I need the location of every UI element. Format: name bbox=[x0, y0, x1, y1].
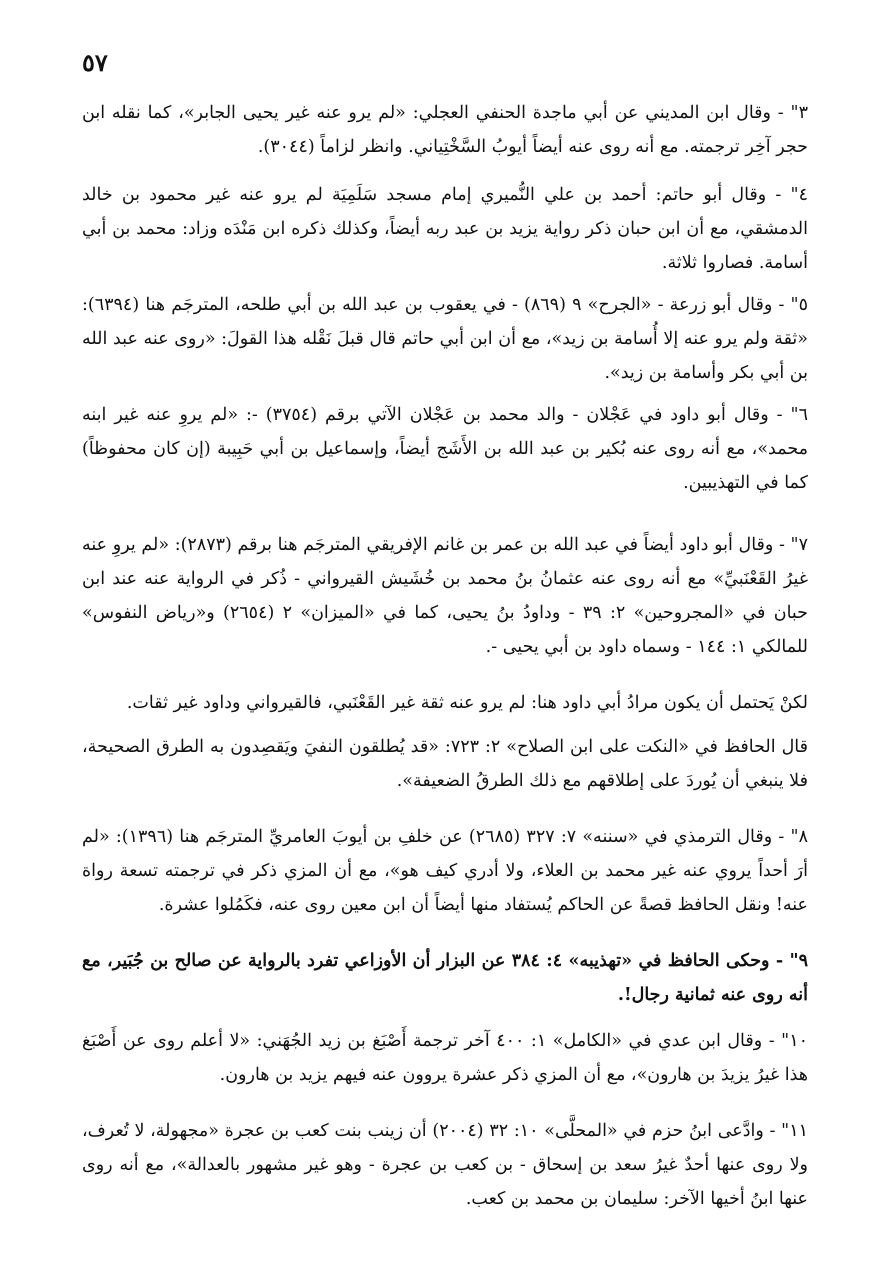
paragraph-5: ٥" - وقال أبو زرعة - «الجرح» ٩ (٨٦٩) - في يعقوب بن عبد الله بن أبي طلحه، المترجَم هنا (٦٣٩٤): «ثقة ولم يرو عنه إلا أُسامة بن زيد»، مع أن ابن أبي حاتم قال قبلَ نَقْله هذا القولَ: «روى عنه عبد الله بن أبي بكر وأسامة بن زيد». bbox=[82, 295, 808, 383]
paragraph-11: ١١" - وادَّعى ابنُ حزم في «المحلَّى» ١٠: ٣٢ (٢٠٠٤) أن زينب بنت كعب بن عجرة «مجهولة، لا تُعرف، ولا روى عنها أحدٌ غيرُ سعد بن إسحاق - بن كعب بن عجرة - وهو غير مشهور بالعدالة»، مع أنه روى عنها ابنُ أخيها الآخر: سليمان بن محمد بن كعب. bbox=[82, 1121, 809, 1209]
paragraph-hafiz-quote: قال الحافظ في «النكت على ابن الصلاح» ٢: ٧٢٣: «قد يُطلقون النفيَ ويَقصِدون به الطرق الصحيحة، فلا ينبغي أن يُوردَ على إطلاقهم مع ذلك الطرقُ الضعيفة». bbox=[82, 737, 809, 791]
paragraph-3: ٣" - وقال ابن المديني عن أبي ماجدة الحنفي العجلي: «لم يرو عنه غير يحيى الجابر»، كما نقله ابن حجر آخِر ترجمته. مع أنه روى عنه أيضاً أيوبُ السَّخْتِياني. وانظر لزاماً (٣٠٤٤). bbox=[82, 103, 808, 157]
paragraph-9: ٩" - وحكى الحافظ في «تهذيبه» ٤: ٣٨٤ عن البزار أن الأوزاعي تفرد بالرواية عن صالح بن جُبَير، مع أنه روى عنه ثمانية رجال!. bbox=[82, 951, 808, 1005]
paragraph-8: ٨" - وقال الترمذي في «سننه» ٧: ٣٢٧ (٢٦٨٥) عن خلفِ بن أيوبَ العامريِّ المترجَم هنا (١٣٩٦): «لم أرَ أحداً يروي عنه غير محمد بن العلاء، ولا أدري كيف هو»، مع أن المزي ذكر في ترجمته تسعة رواة عنه! ونقل الحافظ قصةً عن الحاكم يُستفاد منها أيضاً أن ابن معين روى عنه، فكَمُلوا عشرة. bbox=[82, 827, 808, 915]
page-number: ٥٧ bbox=[82, 48, 108, 77]
paragraph-7-note: لكنْ يَحتمل أن يكون مرادُ أبي داود هنا: لم يرو عنه ثقة غير القَعْنَبي، فالقيرواني وداود غير ثقات. bbox=[126, 693, 808, 713]
paragraph-6: ٦" - وقال أبو داود في عَجْلان - والد محمد بن عَجْلان الآتي برقم (٣٧٥٤) -: «لم يروِ عنه غير ابنه محمد»، مع أنه روى عنه بُكير بن عبد الله بن الأَشَج أيضاً، وإسماعيل بن أبي حَبِيبة (إن كان محفوظاً) كما في التهذيبين. bbox=[82, 405, 809, 493]
book-page bbox=[82, 40, 808, 1240]
paragraph-7: ٧" - وقال أبو داود أيضاً في عبد الله بن عمر بن غانم الإفريقي المترجَم هنا برقم (٢٨٧٣): «لم يروِ عنه غيرُ القَعْنَبيِّ» مع أنه روى عنه عثمانُ بنُ محمد بن خُشَيش القيرواني - ذُكر في الرواية عنه عند ابن حبان في «المجروحين» ٢: ٣٩ - وداودُ بنُ يحيى، كما في «الميزان» ٢ (٢٦٥٤) و«رياض النفوس» للمالكي ١: ١٤٤ - وسماه داود بن أبي يحيى -. bbox=[82, 535, 808, 657]
paragraph-10: ١٠" - وقال ابن عدي في «الكامل» ١: ٤٠٠ آخر ترجمة أَصْبَغ بن زيد الجُهَني: «لا أعلم روى عن أَصْبَغ هذا غيرُ يزيدَ بن هارون»، مع أن المزي ذكر عشرة يروون عنه فيهم يزيد بن هارون. bbox=[82, 1031, 808, 1085]
paragraph-4: ٤" - وقال أبو حاتم: أحمد بن علي النُّميري إمام مسجد سَلَمِيَة لم يرو عنه غير محمود بن خالد الدمشقي، مع أن ابن حبان ذكر رواية يزيد بن عبد ربه أيضاً، وكذلك ذكره ابن مَنْدَه وزاد: محمد بن أبي أسامة. فصاروا ثلاثة. bbox=[82, 185, 808, 273]
